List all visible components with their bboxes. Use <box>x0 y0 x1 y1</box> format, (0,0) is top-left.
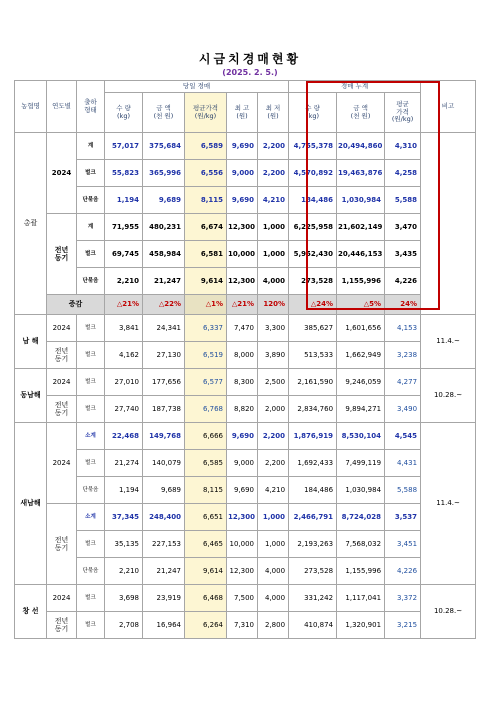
cum-qty-cell: 4,755,378 <box>289 133 337 160</box>
type-cell: 벌크 <box>77 342 105 369</box>
avg-cell: 6,577 <box>185 369 227 396</box>
avg-cell: 6,768 <box>185 396 227 423</box>
table-row <box>15 315 476 342</box>
cum-qty-cell: 385,627 <box>289 315 337 342</box>
table-row <box>15 369 476 396</box>
max-cell: 7,310 <box>227 612 258 639</box>
type-cell: 계 <box>77 133 105 160</box>
cum-avg-cell: 3,238 <box>385 342 421 369</box>
coop-name: 동남해 <box>15 369 47 423</box>
min-cell: 1,000 <box>258 241 289 268</box>
cum-amount-cell: 1,320,901 <box>337 612 385 639</box>
avg-cell: 6,337 <box>185 315 227 342</box>
cum-avg-cell: 3,451 <box>385 531 421 558</box>
header-note: 비고 <box>421 81 476 133</box>
cum-qty-cell: 2,466,791 <box>289 504 337 531</box>
amount-cell: 227,153 <box>143 531 185 558</box>
avg-cell: 6,556 <box>185 160 227 187</box>
amount-cell: 9,689 <box>143 477 185 504</box>
year-label: 2024 <box>47 133 77 214</box>
table-row <box>15 268 476 295</box>
amount-cell: 21,247 <box>143 558 185 585</box>
cum-avg-cell: 4,277 <box>385 369 421 396</box>
table-row <box>15 504 476 531</box>
qty-cell: 2,708 <box>105 612 143 639</box>
cum-avg-cell: 3,490 <box>385 396 421 423</box>
avg-cell: 6,585 <box>185 450 227 477</box>
cum-avg-cell: 3,372 <box>385 585 421 612</box>
max-cell: 12,300 <box>227 214 258 241</box>
cum-amount-cell: 1,662,949 <box>337 342 385 369</box>
cum-avg-cell: 4,310 <box>385 133 421 160</box>
cum-amount-cell: 20,494,860 <box>337 133 385 160</box>
avg-cell: 6,666 <box>185 423 227 450</box>
cum-qty-cell: 1,876,919 <box>289 423 337 450</box>
cum-amount-cell: 1,601,656 <box>337 315 385 342</box>
cum-amount-cell: 7,568,032 <box>337 531 385 558</box>
coop-name: 남 해 <box>15 315 47 369</box>
cum-qty-cell: 4,570,892 <box>289 160 337 187</box>
amount-cell: 177,656 <box>143 369 185 396</box>
report-date: (2025. 2. 5.) <box>222 68 278 77</box>
min-cell: 2,200 <box>258 450 289 477</box>
header-cumulative-group: 경매 누계 <box>289 81 421 93</box>
avg-cell: 6,519 <box>185 342 227 369</box>
type-cell: 벌크 <box>77 585 105 612</box>
amount-cell: 149,768 <box>143 423 185 450</box>
max-cell: 12,300 <box>227 268 258 295</box>
type-cell: 단묶음 <box>77 558 105 585</box>
amount-cell: 480,231 <box>143 214 185 241</box>
note-cell: 10.28.~ <box>421 369 476 423</box>
page-title: 시금치경매현황 <box>198 52 302 66</box>
cum-qty-cell: 184,486 <box>289 187 337 214</box>
diff-cum-avg: 24% <box>385 295 421 315</box>
cum-amount-cell: 1,030,984 <box>337 477 385 504</box>
avg-cell: 6,674 <box>185 214 227 241</box>
table-row <box>15 477 476 504</box>
cum-qty-cell: 1,692,433 <box>289 450 337 477</box>
min-cell: 3,300 <box>258 315 289 342</box>
header-avg-price: 평균가격 (원/kg) <box>185 93 227 133</box>
cum-amount-cell: 1,155,996 <box>337 558 385 585</box>
cum-amount-cell: 8,724,028 <box>337 504 385 531</box>
min-cell: 4,000 <box>258 585 289 612</box>
diff-cum-amount: △5% <box>337 295 385 315</box>
max-cell: 12,300 <box>227 504 258 531</box>
year-label: 2024 <box>47 423 77 504</box>
min-cell: 4,210 <box>258 187 289 214</box>
diff-qty: △21% <box>105 295 143 315</box>
table-row <box>15 396 476 423</box>
amount-cell: 9,689 <box>143 187 185 214</box>
amount-cell: 24,341 <box>143 315 185 342</box>
min-cell: 1,000 <box>258 214 289 241</box>
avg-cell: 6,651 <box>185 504 227 531</box>
qty-cell: 3,841 <box>105 315 143 342</box>
cum-amount-cell: 19,463,876 <box>337 160 385 187</box>
avg-cell: 6,468 <box>185 585 227 612</box>
diff-max: △21% <box>227 295 258 315</box>
year-label: 전년 동기 <box>47 612 77 639</box>
avg-cell: 9,614 <box>185 558 227 585</box>
cum-amount-cell: 8,530,104 <box>337 423 385 450</box>
year-label: 전년 동기 <box>47 396 77 423</box>
amount-cell: 16,964 <box>143 612 185 639</box>
qty-cell: 1,194 <box>105 477 143 504</box>
type-cell: 단묶음 <box>77 268 105 295</box>
qty-cell: 35,135 <box>105 531 143 558</box>
avg-cell: 9,614 <box>185 268 227 295</box>
type-cell: 벌크 <box>77 241 105 268</box>
year-label: 전년 동기 <box>47 504 77 585</box>
coop-name: 창 선 <box>15 585 47 639</box>
min-cell: 2,200 <box>258 160 289 187</box>
avg-cell: 8,115 <box>185 187 227 214</box>
avg-cell: 6,581 <box>185 241 227 268</box>
year-label: 전년 동기 <box>47 214 77 295</box>
header-year: 연도별 <box>47 81 77 133</box>
qty-cell: 27,010 <box>105 369 143 396</box>
cum-avg-cell: 3,537 <box>385 504 421 531</box>
type-cell: 소계 <box>77 504 105 531</box>
qty-cell: 71,955 <box>105 214 143 241</box>
amount-cell: 21,247 <box>143 268 185 295</box>
cum-qty-cell: 184,486 <box>289 477 337 504</box>
table-row <box>15 187 476 214</box>
type-cell: 벌크 <box>77 369 105 396</box>
cum-qty-cell: 273,528 <box>289 558 337 585</box>
min-cell: 1,000 <box>258 531 289 558</box>
cum-qty-cell: 2,161,590 <box>289 369 337 396</box>
min-cell: 2,200 <box>258 423 289 450</box>
note-cell: 11.4.~ <box>421 315 476 369</box>
max-cell: 12,300 <box>227 558 258 585</box>
max-cell: 9,690 <box>227 477 258 504</box>
qty-cell: 2,210 <box>105 558 143 585</box>
cum-avg-cell: 5,588 <box>385 477 421 504</box>
diff-min: 120% <box>258 295 289 315</box>
qty-cell: 69,745 <box>105 241 143 268</box>
avg-cell: 6,264 <box>185 612 227 639</box>
qty-cell: 57,017 <box>105 133 143 160</box>
max-cell: 8,820 <box>227 396 258 423</box>
amount-cell: 23,919 <box>143 585 185 612</box>
type-cell: 벌크 <box>77 396 105 423</box>
max-cell: 9,690 <box>227 133 258 160</box>
max-cell: 9,690 <box>227 187 258 214</box>
diff-row <box>15 295 476 315</box>
cum-qty-cell: 410,874 <box>289 612 337 639</box>
year-label: 2024 <box>47 315 77 342</box>
qty-cell: 22,468 <box>105 423 143 450</box>
diff-amount: △22% <box>143 295 185 315</box>
amount-cell: 458,984 <box>143 241 185 268</box>
amount-cell: 27,130 <box>143 342 185 369</box>
note-cell: 11.4.~ <box>421 423 476 585</box>
cum-qty-cell: 513,533 <box>289 342 337 369</box>
min-cell: 4,210 <box>258 477 289 504</box>
header-max: 최 고 (원) <box>227 93 258 133</box>
header-min: 최 저 (원) <box>258 93 289 133</box>
table-row <box>15 241 476 268</box>
cum-amount-cell: 20,446,153 <box>337 241 385 268</box>
amount-cell: 187,738 <box>143 396 185 423</box>
year-label: 2024 <box>47 585 77 612</box>
qty-cell: 55,823 <box>105 160 143 187</box>
cum-qty-cell: 6,225,958 <box>289 214 337 241</box>
qty-cell: 27,740 <box>105 396 143 423</box>
cum-qty-cell: 2,834,760 <box>289 396 337 423</box>
header-cum-amount: 금 액 (천 원) <box>337 93 385 133</box>
type-cell: 계 <box>77 214 105 241</box>
coop-name: 총괄 <box>15 133 47 315</box>
year-label: 전년 동기 <box>47 342 77 369</box>
cum-avg-cell: 4,226 <box>385 268 421 295</box>
cum-qty-cell: 2,193,263 <box>289 531 337 558</box>
auction-table <box>14 80 476 639</box>
table-row <box>15 585 476 612</box>
cum-qty-cell: 331,242 <box>289 585 337 612</box>
amount-cell: 140,079 <box>143 450 185 477</box>
cum-avg-cell: 3,435 <box>385 241 421 268</box>
max-cell: 9,000 <box>227 160 258 187</box>
max-cell: 7,500 <box>227 585 258 612</box>
type-cell: 단묶음 <box>77 187 105 214</box>
cum-avg-cell: 3,470 <box>385 214 421 241</box>
qty-cell: 4,162 <box>105 342 143 369</box>
min-cell: 2,200 <box>258 133 289 160</box>
table-row <box>15 531 476 558</box>
avg-cell: 8,115 <box>185 477 227 504</box>
min-cell: 2,000 <box>258 396 289 423</box>
table-row <box>15 612 476 639</box>
amount-cell: 365,996 <box>143 160 185 187</box>
table-row <box>15 160 476 187</box>
type-cell: 벌크 <box>77 531 105 558</box>
cum-avg-cell: 4,431 <box>385 450 421 477</box>
qty-cell: 3,698 <box>105 585 143 612</box>
diff-avg: △1% <box>185 295 227 315</box>
cum-amount-cell: 7,499,119 <box>337 450 385 477</box>
header-type: 출하 형태 <box>77 81 105 133</box>
table-row <box>15 558 476 585</box>
qty-cell: 37,345 <box>105 504 143 531</box>
max-cell: 10,000 <box>227 531 258 558</box>
table-row <box>15 450 476 477</box>
cum-avg-cell: 3,215 <box>385 612 421 639</box>
qty-cell: 2,210 <box>105 268 143 295</box>
min-cell: 1,000 <box>258 504 289 531</box>
diff-label: 증감 <box>47 295 105 315</box>
max-cell: 8,300 <box>227 369 258 396</box>
coop-name: 새남해 <box>15 423 47 585</box>
max-cell: 9,000 <box>227 450 258 477</box>
amount-cell: 248,400 <box>143 504 185 531</box>
qty-cell: 21,274 <box>105 450 143 477</box>
header-amount: 금 액 (천 원) <box>143 93 185 133</box>
max-cell: 7,470 <box>227 315 258 342</box>
max-cell: 10,000 <box>227 241 258 268</box>
cum-avg-cell: 4,545 <box>385 423 421 450</box>
cum-avg-cell: 4,226 <box>385 558 421 585</box>
min-cell: 4,000 <box>258 268 289 295</box>
note-cell: 10.28.~ <box>421 585 476 639</box>
year-label: 2024 <box>47 369 77 396</box>
header-cooperative: 농협명 <box>15 81 47 133</box>
header-row-groups <box>15 81 476 93</box>
min-cell: 2,500 <box>258 369 289 396</box>
avg-cell: 6,465 <box>185 531 227 558</box>
header-cum-avg: 평균 가격 (원/kg) <box>385 93 421 133</box>
table-row <box>15 133 476 160</box>
type-cell: 벌크 <box>77 450 105 477</box>
cum-amount-cell: 1,117,041 <box>337 585 385 612</box>
type-cell: 소계 <box>77 423 105 450</box>
min-cell: 2,800 <box>258 612 289 639</box>
max-cell: 9,690 <box>227 423 258 450</box>
cum-qty-cell: 5,952,430 <box>289 241 337 268</box>
amount-cell: 375,684 <box>143 133 185 160</box>
diff-cum-qty: △24% <box>289 295 337 315</box>
type-cell: 벌크 <box>77 160 105 187</box>
header-cum-qty: 수 량 (kg) <box>289 93 337 133</box>
cum-amount-cell: 1,030,984 <box>337 187 385 214</box>
table-row <box>15 342 476 369</box>
cum-amount-cell: 21,602,149 <box>337 214 385 241</box>
min-cell: 3,890 <box>258 342 289 369</box>
cum-avg-cell: 4,153 <box>385 315 421 342</box>
min-cell: 4,000 <box>258 558 289 585</box>
qty-cell: 1,194 <box>105 187 143 214</box>
type-cell: 벌크 <box>77 315 105 342</box>
cum-amount-cell: 1,155,996 <box>337 268 385 295</box>
cum-amount-cell: 9,894,271 <box>337 396 385 423</box>
header-today-group: 당일 경매 <box>105 81 289 93</box>
avg-cell: 6,589 <box>185 133 227 160</box>
cum-amount-cell: 9,246,059 <box>337 369 385 396</box>
header-qty: 수 량 (kg) <box>105 93 143 133</box>
type-cell: 벌크 <box>77 612 105 639</box>
type-cell: 단묶음 <box>77 477 105 504</box>
cum-qty-cell: 273,528 <box>289 268 337 295</box>
cum-avg-cell: 5,588 <box>385 187 421 214</box>
table-row <box>15 423 476 450</box>
table-row <box>15 214 476 241</box>
note-cell <box>421 133 476 315</box>
max-cell: 8,000 <box>227 342 258 369</box>
cum-avg-cell: 4,258 <box>385 160 421 187</box>
